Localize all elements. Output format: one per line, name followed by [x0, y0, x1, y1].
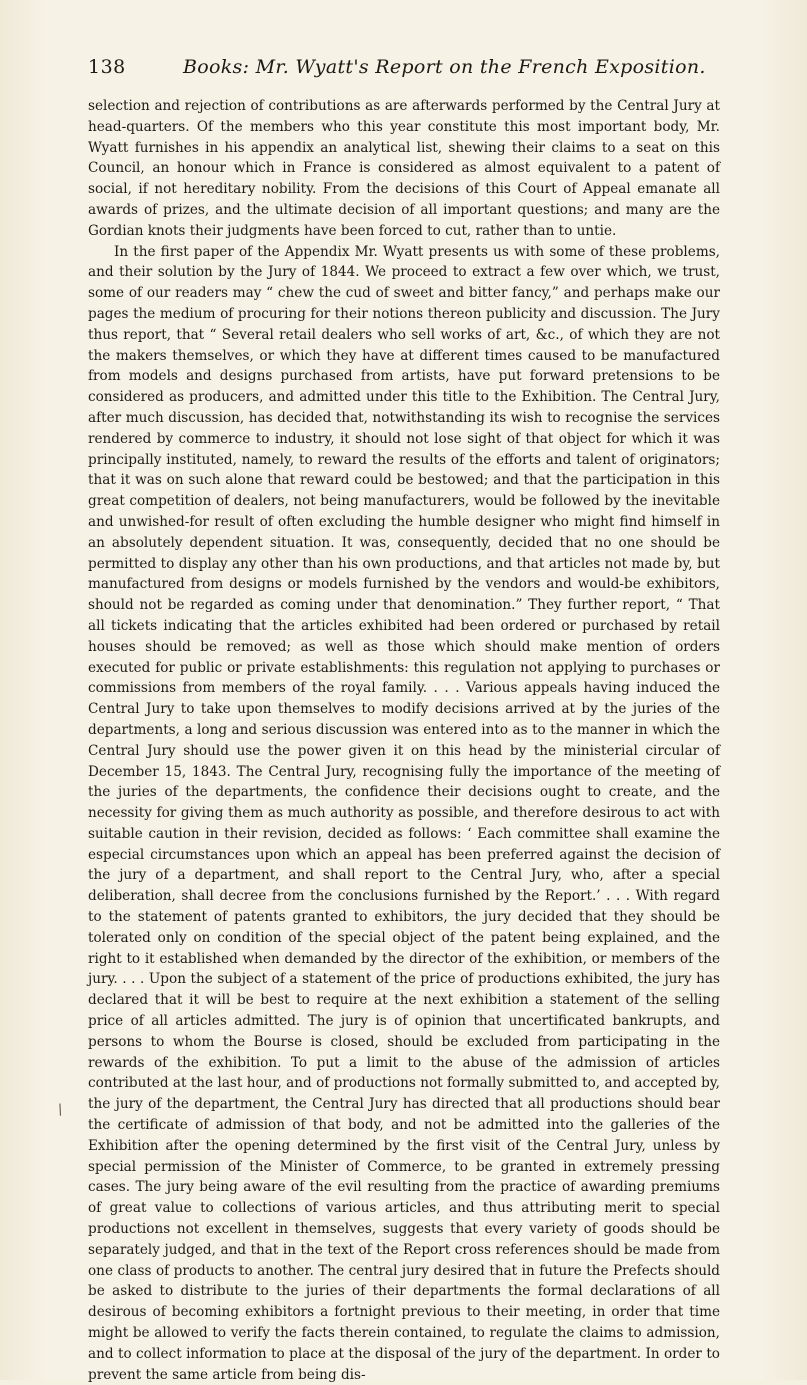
- page-number: 138: [88, 56, 126, 78]
- page-header: [88, 56, 718, 86]
- margin-pencil-mark: /: [55, 1101, 66, 1119]
- body-text: [88, 96, 720, 1385]
- running-title: Books: Mr. Wyatt's Report on the French Exposition.: [183, 56, 706, 78]
- paragraph-appendix-problems: In the first paper of the Appendix Mr. Wyatt presents us with some of these problems, and their solution by the Jury of 1844. We proceed to extract a few over which, we trust, some of our readers may “ chew the cud of sweet and bitter fancy,” and perhaps make our pages the medium of procuring for their notions thereon publicity and discussion. The Jury thus report, that “ Several retail dealers who sell works of art, &c., of which they are not the makers themselves, or which they have at different times caused to be manufactured from models and designs purchased from artists, have put forward pretensions to be considered as producers, and admitted under this title to the Exhibition. The Central Jury, after much discussion, has decided that, notwithstanding its wish to recognise the services rendered by commerce to industry, it should not lose sight of that object for which it was principally instituted, namely, to reward the results of the efforts and talent of originators; that it was on such alone that reward could be bestowed; and that the participation in this great competition of dealers, not being manufacturers, would be followed by the inevitable and unwished-for result of often excluding the humble designer who might find himself in an absolutely dependent situation. It was, consequently, decided that no one should be permitted to display any other than his own productions, and that articles not made by, but manufactured from designs or models furnished by the vendors and would-be exhibitors, should not be regarded as coming under that denomination.” They further report, “ That all tickets indicating that the articles exhibited had been ordered or purchased by retail houses should be removed; as well as those which should make mention of orders executed for public or private establishments: this regulation not applying to purchases or commissions from members of the royal family. . . . Various appeals having induced the Central Jury to take upon themselves to modify decisions arrived at by the juries of the departments, a long and serious discussion was entered into as to the manner in which the Central Jury should use the power given it on this head by the ministerial circular of December 15, 1843. The Central Jury, recognising fully the importance of the meeting of the juries of the departments, the confidence their decisions ought to create, and the necessity for giving them as much authority as possible, and therefore desirous to act with suitable caution in their revision, decided as follows: ‘ Each committee shall examine the especial circumstances upon which an appeal has been preferred against the decision of the jury of a department, and shall report to the Central Jury, who, after a special deliberation, shall decree from the conclusions furnished by the Report.’ . . . With regard to the statement of patents granted to exhibitors, the jury decided that they should be tolerated only on condition of the special object of the patent being explained, and the right to it established when demanded by the director of the exhibition, or members of the jury. . . . Upon the subject of a statement of the price of productions exhibited, the jury has declared that it will be best to require at the next exhibition a statement of the selling price of all articles admitted. The jury is of opinion that uncertificated bankrupts, and persons to whom the Bourse is closed, should be excluded from participating in the rewards of the exhibition. To put a limit to the abuse of the admission of articles contributed at the last hour, and of productions not formally submitted to, and accepted by, the jury of the department, the Central Jury has directed that all productions should bear the certificate of admission of that body, and not be admitted into the galleries of the Exhibition after the opening determined by the first visit of the Central Jury, unless by special permission of the Minister of Commerce, to be granted in extremely pressing cases. The jury being aware of the evil resulting from the practice of awarding premiums of great value to collections of various articles, and thus attributing merit to special productions not excellent in themselves, suggests that every variety of goods should be separately judged, and that in the text of the Report cross references should be made from one class of products to another. The central jury desired that in future the Prefects should be asked to distribute to the juries of their departments the formal declarations of all desirous of becoming exhibitors a fortnight previous to their meeting, in order that time might be allowed to verify the facts therein contained, to regulate the claims to admission, and to collect information to place at the disposal of the jury of the department. In order to prevent the same article from being dis-: [88, 243, 720, 1383]
- paragraph-continuation: selection and rejection of contributions as are afterwards performed by the Central Jury at head-quarters. Of the members who this year constitute this most important body, Mr. Wyatt furnishes in his appendix an analytical list, shewing their claims to a seat on this Council, an honour which in France is considered as almost equivalent to a patent of social, if not hereditary nobility. From the decisions of this Court of Appeal emanate all awards of prizes, and the ultimate decision of all important questions; and many are the Gordian knots their judgments have been forced to cut, rather than to untie.: [88, 98, 720, 239]
